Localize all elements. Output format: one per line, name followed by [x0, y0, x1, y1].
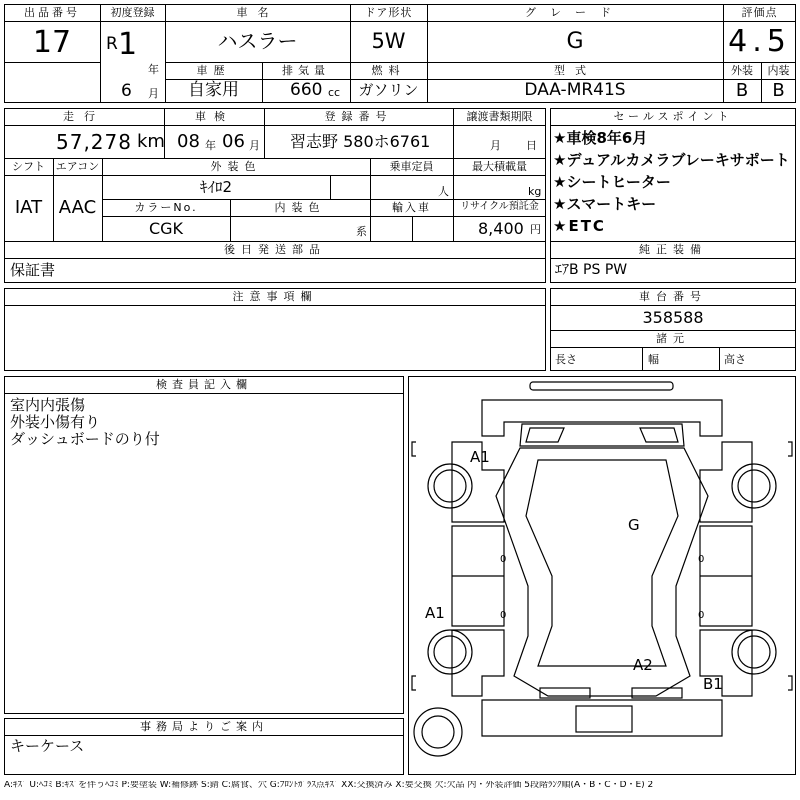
- inspection-label: 車検: [195, 110, 233, 123]
- sales-point-4: ★スマートキー: [553, 195, 657, 213]
- lot-label: 出品番号: [24, 6, 80, 19]
- inspection-year: 08: [177, 131, 200, 152]
- mileage-unit: km: [137, 131, 165, 152]
- inspection-month: 06: [222, 131, 245, 152]
- exterior-color-label: 外装色: [210, 160, 262, 173]
- std-equip-label: 純正装備: [639, 243, 707, 256]
- aircon-value: AAC: [58, 197, 97, 218]
- mileage-label: 走行: [63, 110, 105, 123]
- model-value: DAA-MR41S: [524, 80, 626, 100]
- legend-text: A:ｷｽﾞ U:ﾍｺﾐ B:ｷｽﾞを伴うﾍｺﾐ P:要塗装 W:補修跡 S:錆 C:腐食、穴 G:ﾌﾛﾝﾄｶﾞﾗｽ点ｷｽﾞ XX:交換済み X:要交換 欠:欠品 内・外装評価 5段階ﾗﾝｸ順(A・B・C・D・E) 2: [4, 781, 654, 790]
- int-rating-value: B: [772, 80, 785, 101]
- capacity-unit: 人: [438, 185, 449, 198]
- car-name-label: 車名: [236, 6, 279, 19]
- door-value: 5W: [371, 29, 406, 53]
- car-damage-diagram: [408, 376, 796, 775]
- displacement-value: 660: [290, 80, 323, 100]
- inspection-month-unit: 月: [249, 139, 260, 152]
- door-label: ドア形状: [364, 6, 413, 19]
- damage-mark-b1: B1: [703, 675, 723, 693]
- shift-value: IAT: [14, 197, 43, 218]
- inspector-line-3: ダッシュボードのり付: [10, 430, 160, 448]
- svg-text:0: 0: [698, 554, 705, 565]
- max-load-unit: kg: [528, 185, 542, 198]
- specs-label: 諸元: [656, 332, 690, 345]
- notes-label: 注意事項欄: [232, 290, 318, 303]
- color-no-value: CGK: [148, 219, 184, 238]
- damage-mark-a2: A2: [633, 656, 653, 674]
- office-value: キーケース: [10, 737, 85, 755]
- spec-height-label: 高さ: [724, 353, 746, 366]
- displacement-label: 排気量: [282, 64, 330, 77]
- history-label: 車歴: [196, 64, 231, 77]
- roof-rail-top: [530, 382, 673, 390]
- max-load-label: 最大積載量: [472, 160, 527, 173]
- damage-mark-a1-front: A1: [470, 448, 490, 466]
- transfer-month-unit: 月: [490, 139, 501, 152]
- lot-number: 17: [32, 25, 72, 60]
- mileage-value: 57,278: [56, 130, 132, 154]
- spec-length-label: 長さ: [555, 353, 577, 366]
- reg-no-label: 登録番号: [324, 110, 393, 123]
- later-parts-value: 保証書: [10, 261, 56, 279]
- int-rating-label: 内装: [767, 64, 790, 77]
- svg-text:0: 0: [698, 610, 705, 621]
- fuel-value: ガソリン: [358, 81, 419, 99]
- transfer-label: 譲渡書類期限: [466, 110, 533, 123]
- std-equip-value: ｴｱB PS PW: [555, 262, 628, 278]
- shift-label: シフト: [12, 160, 45, 173]
- inspector-line-1: 室内内張傷: [10, 396, 86, 414]
- first-reg-year-unit: 年: [148, 63, 159, 76]
- inspector-label: 検査員記入欄: [156, 378, 252, 391]
- sales-point-2: ★デュアルカメラブレーキサポート: [553, 151, 790, 169]
- chassis-label: 車台番号: [639, 290, 707, 303]
- roof-panel: [526, 460, 678, 666]
- body-front-outline: [482, 400, 722, 436]
- sales-point-5: ★ETC: [553, 217, 606, 235]
- recycle-label: リサイクル預託金: [460, 201, 539, 212]
- displacement-unit: cc: [328, 86, 341, 99]
- recycle-unit: 円: [530, 223, 541, 236]
- fuel-label: 燃料: [371, 64, 406, 77]
- damage-mark-a1-left: A1: [425, 604, 445, 622]
- first-reg-era: R: [106, 34, 118, 54]
- later-parts-label: 後日発送部品: [224, 243, 326, 256]
- chassis-value: 358588: [642, 308, 704, 327]
- model-label: 型式: [554, 64, 596, 77]
- first-reg-label: 初度登録: [110, 6, 155, 19]
- interior-color-unit: 系: [356, 225, 367, 238]
- car-name-value: ハスラー: [217, 29, 298, 53]
- office-label: 事務局よりご案内: [140, 720, 268, 733]
- capacity-label: 乗車定員: [389, 160, 434, 173]
- sales-point-3: ★シートヒーター: [553, 173, 671, 191]
- front-glass: [520, 424, 684, 446]
- color-no-label: カラーNo.: [134, 201, 198, 214]
- aircon-label: エアコン: [55, 160, 100, 173]
- transfer-day-unit: 日: [526, 139, 537, 152]
- ext-rating-value: B: [735, 80, 749, 101]
- grade-label: グレード: [525, 6, 625, 19]
- sales-point-1: ★車検8年6月: [553, 129, 648, 147]
- svg-text:0: 0: [500, 554, 507, 565]
- exterior-color-value: ｷｲﾛ2: [200, 178, 233, 196]
- right-side-outline: [700, 442, 752, 522]
- first-reg-month: 6: [121, 81, 132, 101]
- import-label: 輸入車: [392, 201, 431, 214]
- history-value: 自家用: [188, 80, 239, 100]
- ext-rating-label: 外装: [731, 64, 753, 77]
- grade-value: G: [566, 29, 584, 54]
- inspection-year-unit: 年: [205, 139, 216, 152]
- svg-text:0: 0: [500, 610, 507, 621]
- first-reg-year: 1: [118, 27, 138, 62]
- sales-points-label: セールスポイント: [613, 110, 733, 123]
- rating-value: 4.5: [728, 24, 791, 59]
- recycle-value: 8,400: [478, 219, 524, 238]
- inspector-line-2: 外装小傷有り: [10, 413, 101, 431]
- rating-label: 評価点: [741, 6, 778, 19]
- interior-color-label: 内装色: [274, 201, 326, 214]
- spare-tire: [414, 708, 462, 756]
- damage-mark-g: G: [628, 516, 640, 534]
- cabin-outline: [496, 448, 708, 696]
- spec-width-label: 幅: [648, 353, 659, 366]
- wheel-front-left: [428, 464, 472, 508]
- first-reg-month-unit: 月: [148, 87, 159, 100]
- reg-no-value: 習志野 580ホ6761: [290, 132, 431, 151]
